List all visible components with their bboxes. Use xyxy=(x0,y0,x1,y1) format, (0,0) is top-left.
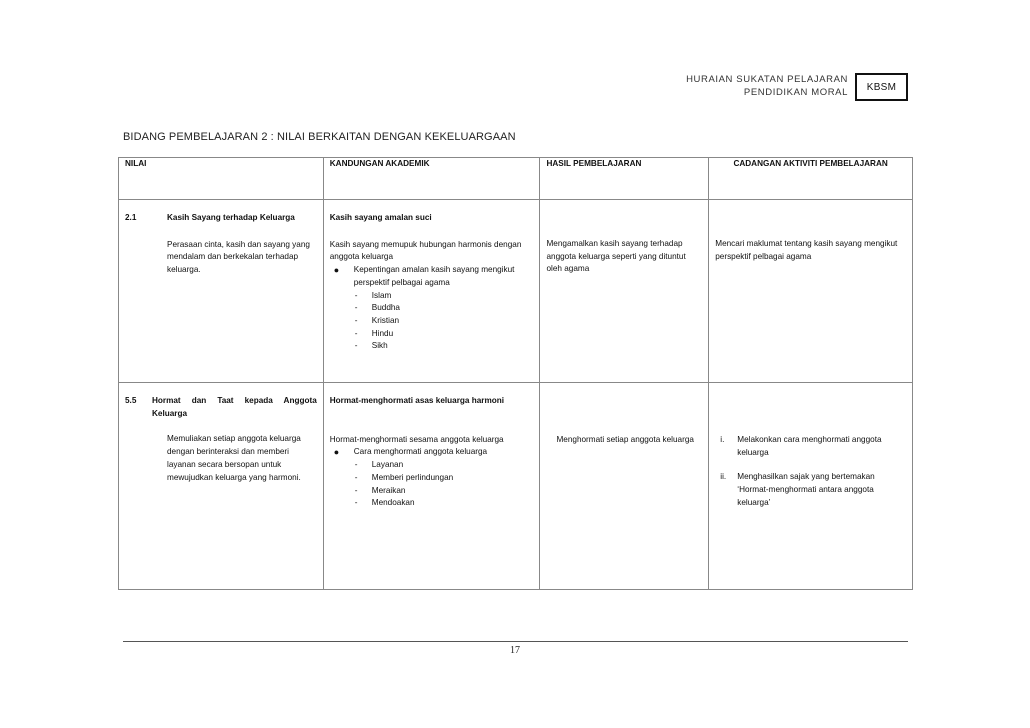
kbsm-badge: KBSM xyxy=(855,73,908,101)
nilai-description: Memuliakan setiap anggota keluarga dengan berinteraksi dan memberi layanan secara bersopan untuk mewujudkan keluarga yang harmoni. xyxy=(167,434,301,482)
table-header-row xyxy=(119,158,913,200)
header-line-2: PENDIDIKAN MORAL xyxy=(743,87,848,98)
nilai-number: 5.5 xyxy=(125,396,137,405)
nilai-title: Kasih Sayang terhadap Keluarga xyxy=(167,213,295,222)
nilai-cell xyxy=(119,383,324,590)
list-item-text: Sikh xyxy=(371,341,388,351)
table-row xyxy=(119,383,913,590)
list-item-text: Melakonkan cara menghormati anggota keluarga xyxy=(737,435,882,457)
document-header xyxy=(686,73,848,99)
cadangan-cell xyxy=(709,383,913,590)
bullet-icon: ● xyxy=(333,265,340,276)
list-item: - Meraikan xyxy=(330,485,534,498)
list-item-text: Menghasilkan sajak yang bertemakan ‘Hormat-menghormati antara anggota keluarga’ xyxy=(737,472,875,507)
cadangan-text: Mencari maklumat tentang kasih sayang mengikut perspektif pelbagai agama xyxy=(715,239,898,261)
hasil-text: Menghormati setiap anggota keluarga xyxy=(556,435,694,444)
header-cadangan: CADANGAN AKTIVITI PEMBELAJARAN xyxy=(709,158,913,200)
list-item: - Kristian xyxy=(330,315,534,328)
cadangan-cell xyxy=(709,200,913,383)
list-item-text: Meraikan xyxy=(371,485,406,495)
page-number: 17 xyxy=(510,645,520,656)
list-item-text: Layanan xyxy=(371,460,404,470)
list-item xyxy=(715,434,906,459)
kandungan-cell xyxy=(323,200,540,383)
list-item: - Islam xyxy=(330,290,534,303)
hasil-cell xyxy=(540,383,709,590)
list-item-text: Islam xyxy=(371,290,392,300)
nilai-title: Hormat dan Taat kepada Anggota xyxy=(152,396,317,405)
header-line-1: HURAIAN SUKATAN PELAJARAN xyxy=(686,74,848,85)
kandungan-text: Hormat-menghormati sesama anggota keluarga xyxy=(329,434,504,444)
list-item-text: Buddha xyxy=(371,303,400,313)
table-row xyxy=(119,200,913,383)
nilai-cell xyxy=(119,200,324,383)
list-item: - Layanan xyxy=(330,459,534,472)
bullet-text: Cara menghormati anggota keluarga xyxy=(353,447,488,457)
list-item xyxy=(715,471,906,509)
bullet-text: Kepentingan amalan kasih sayang mengikut perspektif pelbagai agama xyxy=(353,265,515,287)
kandungan-text: Kasih sayang memupuk hubungan harmonis dengan anggota keluarga xyxy=(329,239,522,262)
kandungan-bullet xyxy=(330,446,534,459)
kandungan-title: Hormat-menghormati asas keluarga harmoni xyxy=(329,396,505,405)
nilai-title-cont: Keluarga xyxy=(152,408,188,418)
kandungan-title: Kasih sayang amalan suci xyxy=(329,213,432,222)
list-item-text: Kristian xyxy=(371,315,400,325)
list-item-number: ii. xyxy=(720,472,727,482)
list-item-number: i. xyxy=(720,435,725,444)
kandungan-cell xyxy=(323,383,540,590)
list-item: - Sikh xyxy=(330,340,534,353)
bullet-icon: ● xyxy=(333,447,340,458)
header-kandungan: KANDUNGAN AKADEMIK xyxy=(323,158,540,200)
hasil-text: Mengamalkan kasih sayang terhadap anggota keluarga seperti yang dituntut oleh agama xyxy=(546,239,686,274)
header-nilai: NILAI xyxy=(119,158,324,200)
hasil-cell xyxy=(540,200,709,383)
list-item: - Memberi perlindungan xyxy=(330,472,534,485)
list-item: - Buddha xyxy=(330,302,534,315)
list-item-text: Hindu xyxy=(371,328,394,338)
kandungan-bullet xyxy=(330,264,534,289)
header-hasil: HASIL PEMBELAJARAN xyxy=(540,158,709,200)
syllabus-table xyxy=(118,157,913,590)
list-item: - Hindu xyxy=(330,328,534,341)
nilai-number: 2.1 xyxy=(125,213,137,222)
list-item: - Mendoakan xyxy=(330,497,534,510)
list-item-text: Mendoakan xyxy=(371,498,415,508)
list-item-text: Memberi perlindungan xyxy=(371,472,454,482)
nilai-description: Perasaan cinta, kasih dan sayang yang mendalam dan berkekalan terhadap keluarga. xyxy=(167,239,310,275)
bidang-title: BIDANG PEMBELAJARAN 2 : NILAI BERKAITAN DENGAN KEKELUARGAAN xyxy=(123,131,516,143)
footer-divider xyxy=(123,641,908,642)
